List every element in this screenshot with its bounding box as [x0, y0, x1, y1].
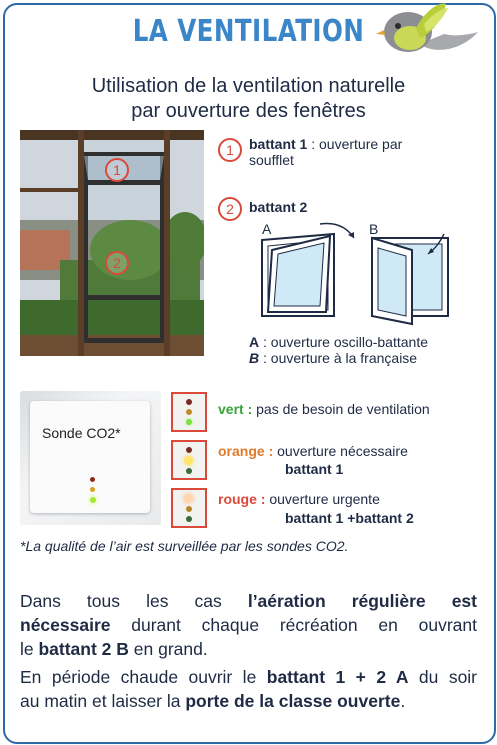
led-green-box: [171, 392, 207, 432]
status-orange: orange : ouverture nécessaire: [218, 443, 408, 459]
window-a-label: A: [262, 221, 272, 237]
subtitle: Utilisation de la ventilation naturelle par ouverture des fenêtres: [91, 75, 406, 122]
led-dot-top: [186, 447, 192, 453]
led-orange-box: [171, 440, 207, 480]
item-1-marker: 1: [218, 138, 242, 162]
status-orange-line2: battant 1: [285, 461, 344, 477]
status-red-line2: battant 1 +battant 2: [285, 510, 414, 526]
sensor-led-red: [90, 477, 95, 482]
led-dot-mid: [184, 456, 193, 465]
status-green: vert : pas de besoin de ventilation: [218, 401, 430, 417]
legend-b: B : ouverture à la française: [249, 350, 418, 366]
para1-line3: le battant 2 B en grand.: [20, 639, 208, 659]
co2-sensor-device: [30, 401, 150, 513]
sensor-led-orange: [90, 487, 95, 492]
page-title: LA VENTILATION: [132, 14, 365, 49]
item-2-label: battant 2: [249, 199, 308, 215]
item-1-text: battant 1 : ouverture par soufflet: [249, 136, 403, 168]
led-red-box: [171, 488, 207, 528]
led-dot-mid: [186, 409, 192, 415]
led-dot-top: [186, 399, 192, 405]
sensor-label: Sonde CO2*: [42, 425, 121, 441]
led-dot-bottom: [186, 468, 192, 474]
co2-sensor-photo: [20, 391, 161, 525]
window-diagrams: [250, 220, 460, 332]
para1-line2: nécessaire durant chaque récréation en ouvrant: [20, 615, 477, 635]
led-dot-mid: [186, 506, 192, 512]
photo-marker-2: 2: [105, 251, 129, 275]
led-dot-bottom: [186, 419, 192, 425]
photo-marker-1: 1: [105, 158, 129, 182]
window-b-label: B: [369, 221, 379, 237]
bird-icon: [372, 2, 482, 64]
para2-line1: En période chaude ouvrir le battant 1 + 2 A du soir: [20, 667, 478, 687]
window-photo: [20, 130, 204, 356]
led-dot-top: [184, 494, 193, 503]
legend-a: A : ouverture oscillo-battante: [249, 334, 428, 350]
status-red: rouge : ouverture urgente: [218, 491, 380, 507]
item-2-marker: 2: [218, 197, 242, 221]
para1-line1: Dans tous les cas l’aération régulière est: [20, 591, 477, 611]
footnote: *La qualité de l’air est surveillée par les sondes CO2.: [20, 538, 349, 554]
sensor-led-green: [90, 497, 96, 503]
led-dot-bottom: [186, 516, 192, 522]
para2-line2: au matin et laisser la porte de la classe ouverte.: [20, 691, 406, 711]
